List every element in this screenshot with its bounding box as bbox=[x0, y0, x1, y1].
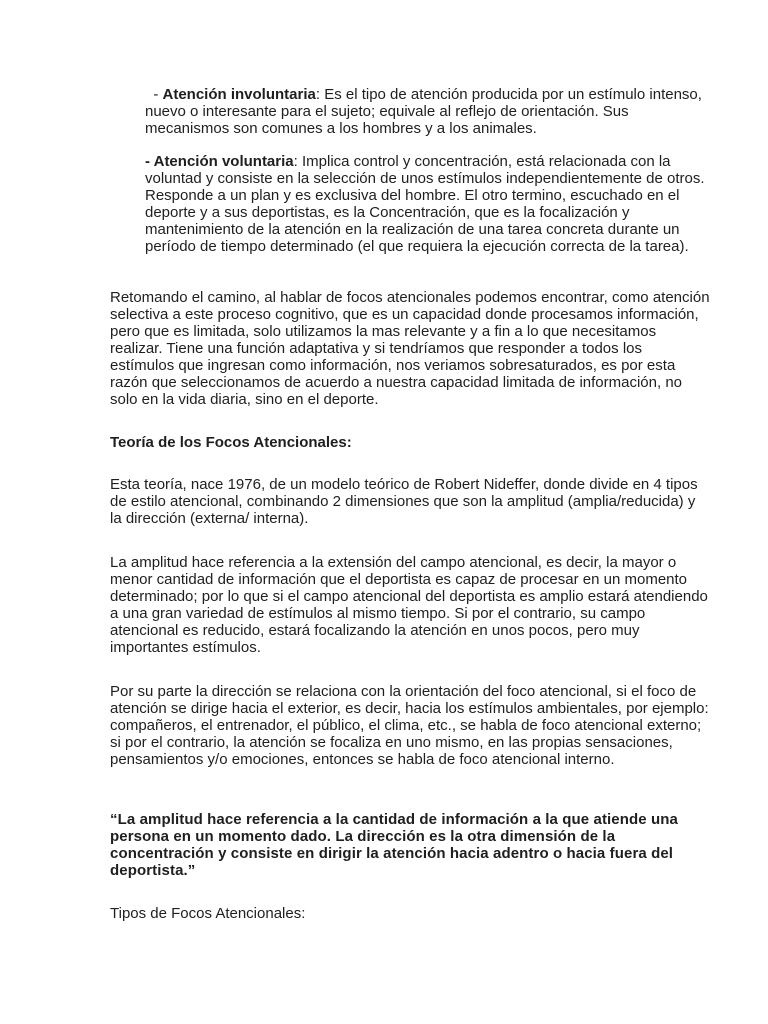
quote-block: “La amplitud hace referencia a la cantidad de información a la que atiende una persona en un momento dado. La dirección es la otra dimensión de la concentración y consiste en dirigir la atención hacia adentro o hacia fuera del deportista.” bbox=[110, 811, 678, 879]
term-involuntary-attention: Atención involuntaria bbox=[162, 86, 316, 103]
paragraph-retomando: Retomando el camino, al hablar de focos atencionales podemos encontrar, como atención selectiva a este proceso cognitivo, que es un capacidad donde procesamos información, pero que es limitada, solo utilizamos la mas relevante y a fin a lo que necesitamos realizar. Tiene una función adaptativa y si tendríamos que responder a todos los estímulos que ingresan como información, nos veriamos sobresaturados, es por esta razón que seleccionamos de acuerdo a nuestra capacidad limitada de información, no solo en la vida diaria, sino en el deporte. bbox=[110, 289, 710, 408]
paragraph-amplitude: La amplitud hace referencia a la extensión del campo atencional, es decir, la mayor o menor cantidad de información que el deportista es capaz de procesar en un momento determinado; por lo que si el campo atencional del deportista es amplio estará atendiendo a una gran variedad de estímulos al mismo tiempo. Si por el contrario, su campo atencional es reducido, estará focalizando la atención en unos pocos, pero muy importantes estímulos. bbox=[110, 554, 708, 656]
term-voluntary-attention: Atención voluntaria bbox=[153, 153, 294, 170]
list-item-voluntary-attention bbox=[145, 153, 715, 255]
list-dash: - bbox=[145, 86, 163, 103]
section-heading: Teoría de los Focos Atencionales: bbox=[110, 434, 352, 451]
definition-voluntary-attention: : Implica control y concentración, está relacionada con la voluntad y consiste en la selección de unos estímulos independientemente de otros. Responde a un plan y es exclusiva del hombre. El otro termino, escuchado en el deporte y a sus deportistas, es la Concentración, que es la focalización y mantenimiento de la atención en la realización de una tarea concreta durante un período de tiempo determinado (el que requiera la ejecución correcta de la tarea). bbox=[145, 153, 705, 255]
list-dash: - bbox=[145, 153, 154, 170]
paragraph-types-heading: Tipos de Focos Atencionales: bbox=[110, 905, 306, 922]
paragraph-direction: Por su parte la dirección se relaciona con la orientación del foco atencional, si el foco de atención se dirige hacia el exterior, es decir, hacia los estímulos ambientales, por ejemplo: compañeros, el entrenador, el público, el clima, etc., se habla de foco atencional externo; si por el contrario, la atención se focaliza en uno mismo, en las propias sensaciones, pensamientos y/o emociones, entonces se habla de foco atencional interno. bbox=[110, 683, 709, 768]
list-item-involuntary-attention bbox=[145, 86, 715, 137]
definition-involuntary-attention: : Es el tipo de atención producida por un estímulo intenso, nuevo o interesante para el sujeto; equivale al reflejo de orientación. Sus mecanismos son comunes a los hombres y a los animales. bbox=[145, 86, 702, 137]
paragraph-theory: Esta teoría, nace 1976, de un modelo teórico de Robert Nideffer, donde divide en 4 tipos de estilo atencional, combinando 2 dimensiones que son la amplitud (amplia/reducida) y la dirección (externa/ interna). bbox=[110, 476, 698, 527]
